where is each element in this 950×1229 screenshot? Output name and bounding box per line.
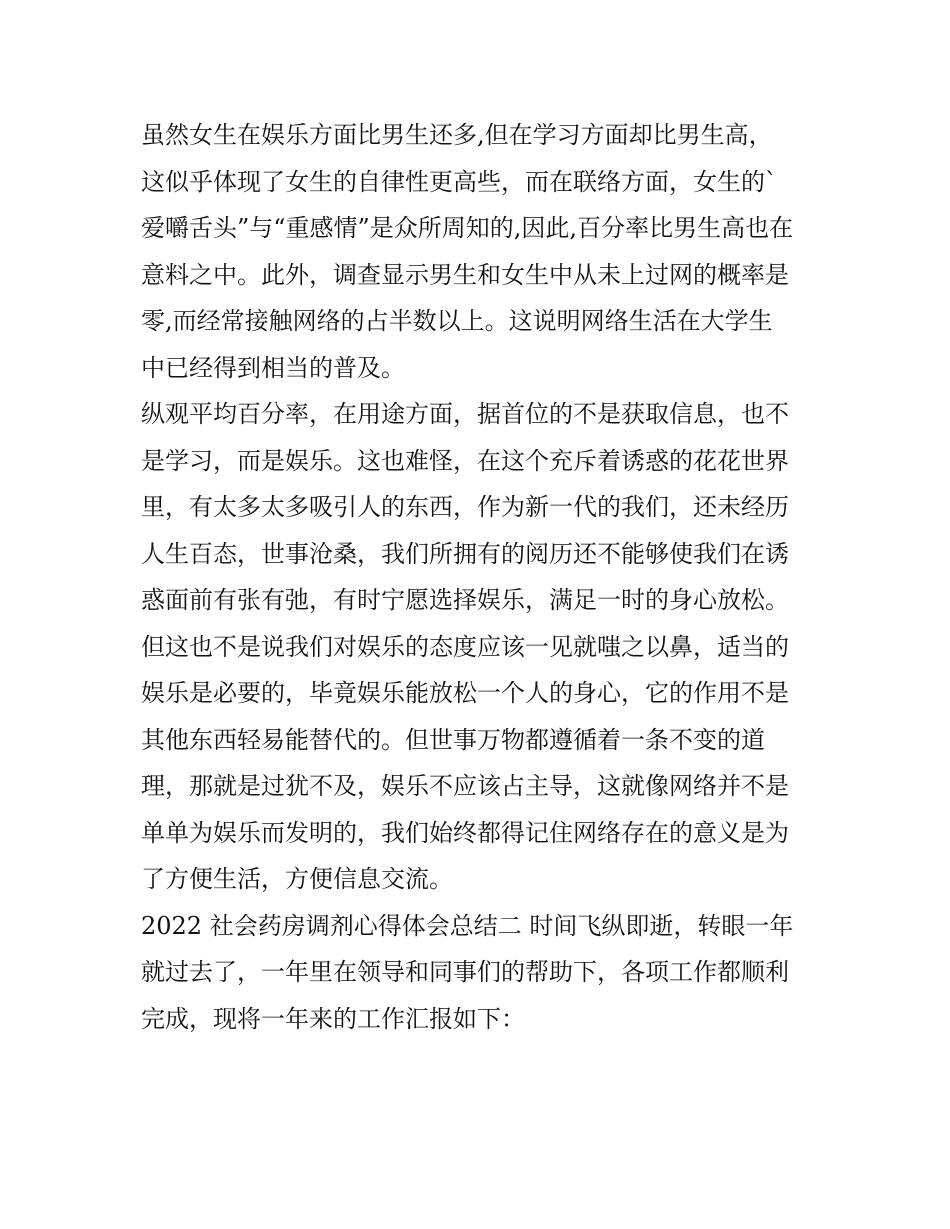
text-line: 纵观平均百分率，在用途方面，据首位的不是获取信息，也不 — [141, 400, 789, 428]
text-line: 意料之中。此外，调查显示男生和女生中从未上过网的概率是 — [141, 260, 789, 289]
text-line: 爱嚼舌头”与“重感情”是众所周知的,因此,百分率比男生高也在 — [141, 214, 794, 242]
body-text — [141, 112, 821, 1042]
text-line: 但这也不是说我们对娱乐的态度应该一见就嗤之以鼻，适当的 — [141, 632, 789, 661]
text-line: 零,而经常接触网络的占半数以上。这说明网络生活在大学生 — [141, 307, 773, 335]
text-line: 中已经得到相当的普及。 — [141, 353, 405, 382]
text-line: 娱乐是必要的，毕竟娱乐能放松一个人的身心，它的作用不是 — [141, 679, 789, 707]
text-line: 单单为娱乐而发明的，我们始终都得记住网络存在的意义是为 — [141, 818, 789, 847]
text-line: 完成，现将一年来的工作汇报如下： — [141, 1004, 525, 1033]
text-line: 人生百态，世事沧桑，我们所拥有的阅历还不能够使我们在诱 — [141, 539, 789, 568]
text-line: 了方便生活，方便信息交流。 — [141, 865, 453, 893]
text-line: 里，有太多太多吸引人的东西，作为新一代的我们，还未经历 — [141, 493, 789, 521]
text-line: 其他东西轻易能替代的。但世事万物都遵循着一条不变的道 — [141, 725, 765, 754]
text-line: 虽然女生在娱乐方面比男生还多,但在学习方面却比男生高， — [141, 121, 773, 149]
text-line: 2022 社会药房调剂心得体会总结二 时间飞纵即逝，转眼一年 — [141, 911, 794, 940]
text-line: 就过去了，一年里在领导和同事们的帮助下，各项工作都顺利 — [141, 958, 789, 986]
text-line: 惑面前有张有弛，有时宁愿选择娱乐，满足一时的身心放松。 — [141, 586, 789, 614]
text-line: 是学习，而是娱乐。这也难怪，在这个充斥着诱惑的花花世界 — [141, 446, 789, 475]
text-line: 理，那就是过犹不及，娱乐不应该占主导，这就像网络并不是 — [141, 772, 789, 800]
text-line: 这似乎体现了女生的自律性更高些，而在联络方面，女生的` — [141, 167, 777, 196]
